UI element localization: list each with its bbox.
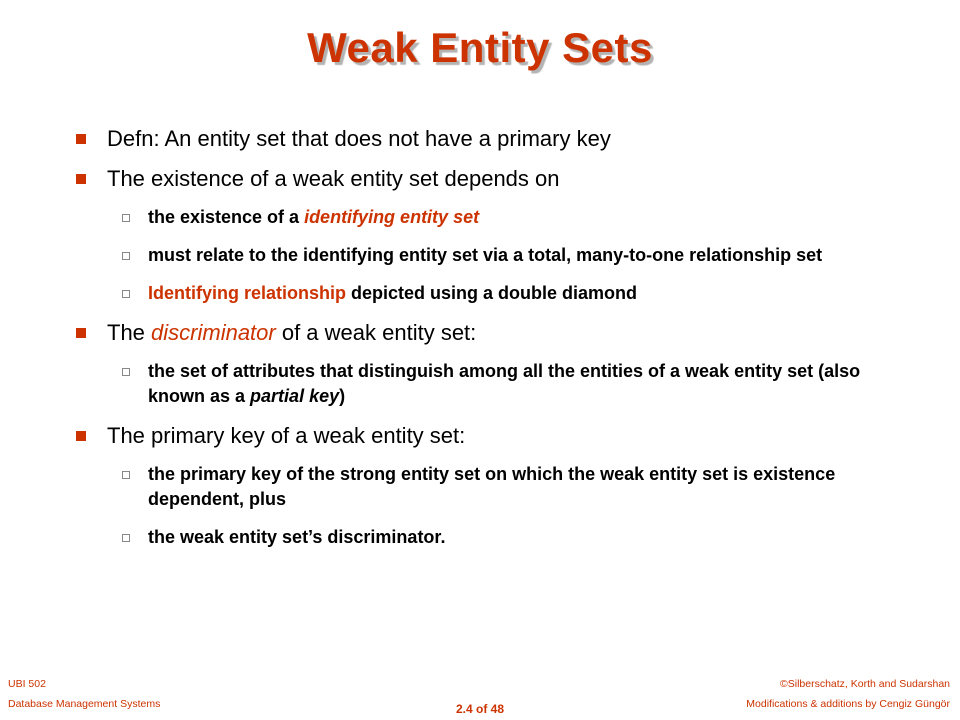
sub-bullet-item [76, 525, 896, 550]
bullet-text: The [107, 320, 152, 345]
bullet-item [76, 125, 896, 153]
highlighted-term: identifying entity set [304, 207, 480, 227]
sub-bullet-text: the weak entity set’s discriminator. [148, 527, 446, 547]
bullet-text: The primary key of a weak entity set: [107, 423, 466, 448]
footer-course: UBI 502 [8, 678, 46, 690]
hollow-square-bullet-icon [122, 368, 130, 376]
sub-bullet-text: must relate to the identifying entity set via a total, many-to-one relationship set [148, 245, 823, 265]
sub-bullet-item [76, 281, 896, 306]
hollow-square-bullet-icon [122, 214, 130, 222]
sub-bullet-item [76, 359, 896, 409]
sub-bullet-text: depicted using a double diamond [346, 283, 638, 303]
bullet-item [76, 165, 896, 193]
footer-subject: Database Management Systems [8, 698, 161, 710]
sub-bullet-item [76, 462, 896, 512]
slide-title: Weak Entity Sets [307, 24, 653, 71]
hollow-square-bullet-icon [122, 534, 130, 542]
footer-modifications: Modifications & additions by Cengiz Güngör [746, 698, 950, 710]
square-bullet-icon [76, 431, 86, 441]
bullet-text: of a weak entity set: [275, 320, 477, 345]
highlighted-term: discriminator [151, 320, 276, 345]
square-bullet-icon [76, 328, 86, 338]
sub-bullet-text: the set of attributes that distinguish among all the entities of a weak entity set (also known as a [148, 361, 861, 406]
bullet-text: Defn: An entity set that does not have a primary key [107, 126, 611, 151]
square-bullet-icon [76, 134, 86, 144]
sub-bullet-text: ) [339, 386, 346, 406]
bullet-item [76, 319, 896, 347]
hollow-square-bullet-icon [122, 290, 130, 298]
hollow-square-bullet-icon [122, 252, 130, 260]
square-bullet-icon [76, 174, 86, 184]
sub-bullet-text: the existence of a [148, 207, 305, 227]
sub-bullet-text: the primary key of the strong entity set on which the weak entity set is existence dependent, plus [148, 464, 836, 509]
bullet-text: The existence of a weak entity set depends on [107, 166, 560, 191]
hollow-square-bullet-icon [122, 471, 130, 479]
slide-content [76, 125, 896, 563]
bullet-item [76, 422, 896, 450]
footer-page-number: 2.4 of 48 [455, 702, 505, 716]
sub-bullet-item [76, 205, 896, 230]
footer-copyright: ©Silberschatz, Korth and Sudarshan [780, 678, 950, 690]
sub-bullet-item [76, 243, 896, 268]
highlighted-term: Identifying relationship [148, 283, 347, 303]
italic-term: partial key [250, 386, 340, 406]
